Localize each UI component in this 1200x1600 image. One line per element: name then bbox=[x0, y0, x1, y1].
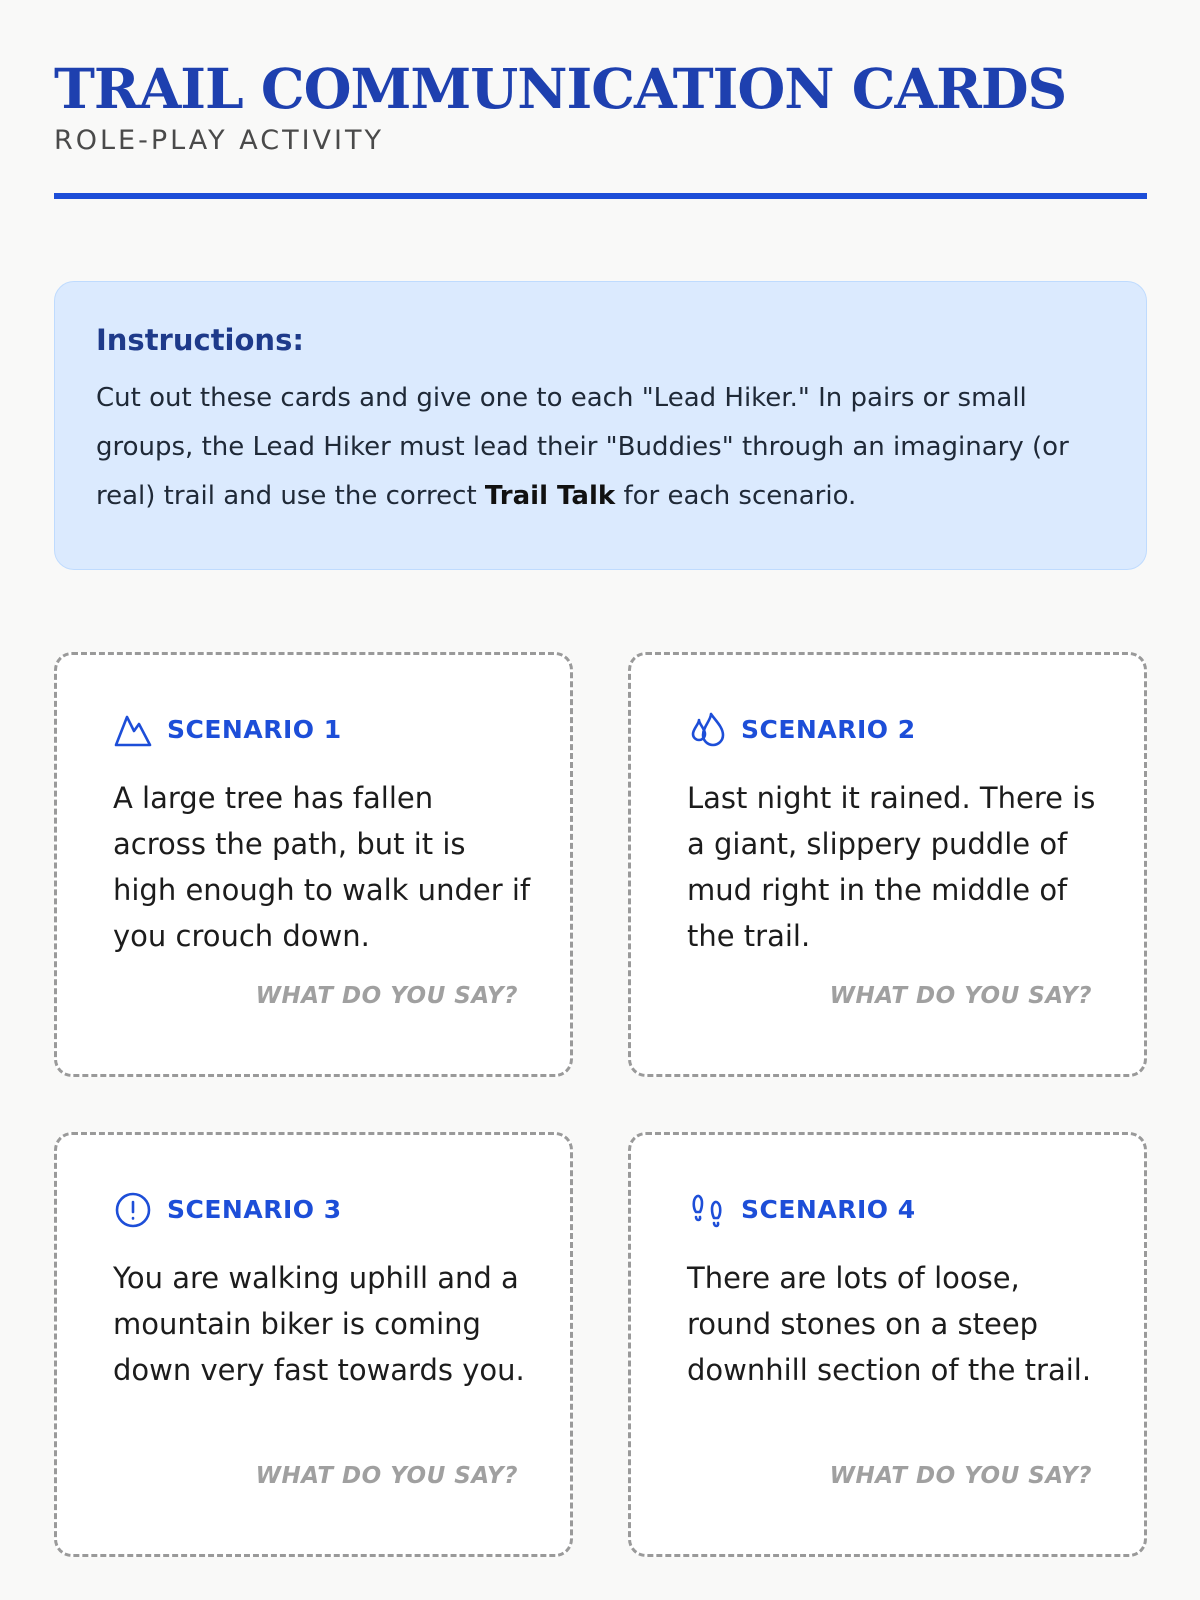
card-prompt: WHAT DO YOU SAY? bbox=[255, 983, 518, 1009]
footprints-icon bbox=[687, 1190, 727, 1230]
card-label: SCENARIO 3 bbox=[167, 1195, 342, 1224]
card-scenario-text: A large tree has fallen across the path, but it is high enough to walk under if you crouch down. bbox=[113, 781, 531, 953]
card-prompt: WHAT DO YOU SAY? bbox=[829, 1463, 1092, 1489]
card-scenario-text: There are lots of loose, round stones on a steep downhill section of the trail. bbox=[687, 1261, 1092, 1387]
page-subtitle: ROLE-PLAY ACTIVITY bbox=[54, 125, 384, 156]
card-label: SCENARIO 2 bbox=[741, 715, 916, 744]
page-title: TRAIL COMMUNICATION CARDS bbox=[54, 56, 1067, 121]
scenario-card-1 bbox=[54, 652, 573, 1077]
card-label: SCENARIO 1 bbox=[167, 715, 342, 744]
instructions-title: Instructions: bbox=[96, 323, 304, 357]
card-header bbox=[687, 709, 916, 751]
card-label: SCENARIO 4 bbox=[741, 1195, 916, 1224]
mountain-icon bbox=[113, 710, 153, 750]
card-header bbox=[113, 709, 342, 751]
instructions-text-start: Cut out these cards and give one to each "Lead Hiker." In pairs or small groups, the Lead Hiker must lead their "Buddies" through an imaginary (or real) trail and use the correct bbox=[96, 383, 1069, 511]
scenario-card-2 bbox=[628, 652, 1147, 1077]
page-header bbox=[54, 54, 1147, 158]
scenario-card-4 bbox=[628, 1132, 1147, 1557]
droplets-icon bbox=[687, 710, 727, 750]
instructions-text-end: for each scenario. bbox=[615, 481, 857, 511]
card-prompt: WHAT DO YOU SAY? bbox=[829, 983, 1092, 1009]
card-prompt: WHAT DO YOU SAY? bbox=[255, 1463, 518, 1489]
card-header bbox=[687, 1189, 916, 1231]
card-scenario-text: Last night it rained. There is a giant, slippery puddle of mud right in the middle of the trail. bbox=[687, 781, 1096, 953]
card-header bbox=[113, 1189, 342, 1231]
instructions-text-bold: Trail Talk bbox=[484, 481, 616, 511]
alert-circle-icon bbox=[113, 1190, 153, 1230]
card-scenario-text: You are walking uphill and a mountain biker is coming down very fast towards you. bbox=[113, 1261, 525, 1387]
scenario-card-3 bbox=[54, 1132, 573, 1557]
instructions-box bbox=[54, 281, 1147, 570]
instructions-text bbox=[96, 374, 1106, 521]
header-divider bbox=[54, 193, 1147, 199]
